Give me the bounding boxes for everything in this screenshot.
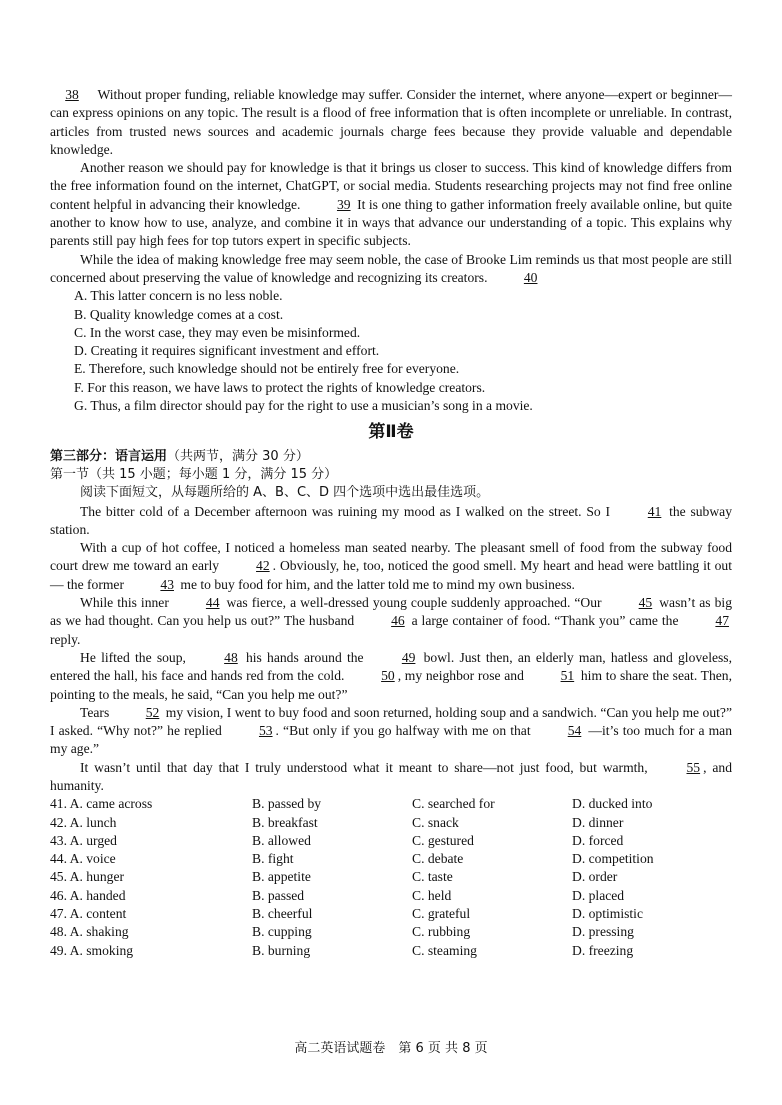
choice-41-b: B. passed by	[252, 796, 322, 812]
choice-48-b: B. cupping	[252, 924, 312, 940]
option-a: A. This latter concern is no less noble.	[74, 288, 283, 304]
passage1-options	[50, 287, 732, 415]
blank-39: 39	[336, 196, 351, 212]
blank-50: 50	[381, 668, 395, 684]
blank-52: 52	[145, 704, 160, 720]
part3-subheading: 第一节（共 15 小题；每小题 1 分，满分 15 分）	[50, 466, 338, 482]
blank-41: 41	[647, 503, 662, 519]
blank-46: 46	[391, 613, 405, 629]
choice-46-c: C. held	[412, 887, 452, 903]
blank-53: 53	[258, 723, 273, 739]
option-c: C. In the worst case, they may even be misinformed.	[74, 324, 361, 340]
option-d: D. Creating it requires significant investment and effort.	[74, 343, 380, 359]
choice-45-a: 45. A. hunger	[50, 869, 125, 885]
choice-46-d: D. placed	[572, 887, 625, 903]
passage1-paragraph-2: Another reason we should pay for knowledge is that it brings us closer to success. This kind of knowledge differs from the free information found on the internet, ChatGPT, or social media. Students researching projects may not find free online content helpful in advancing their knowledge. 39 It is one thing to gather information freely available online, but quite another to know how to use, analyze, and combine it in ways that advance our understanding of a topic. This explains why parents still pay high fees for top tutors expert in specific subjects.	[50, 160, 733, 249]
blank-45: 45	[638, 595, 653, 611]
blank-48: 48	[224, 649, 238, 665]
cloze-paragraph-4: He lifted the soup, 48 his hands around the 49 bowl. Just then, an elderly man, hatless and gloveless, entered the hall, his face and hands red from the cold. 50 , my neighbor rose and 51 him to share the seat. Then, pointing to the meals, he said, “Can you help me out?”	[50, 649, 732, 702]
passage1-paragraph-1: 38 Without proper funding, reliable knowledge may suffer. Consider the internet, where anyone—expert or beginner—can express opinions on any topic. The result is a flood of free information that is often incomplete or unreliable. In contrast, articles from trusted news sources and academic journals charge fees because they provide valuable and dependable knowledge.	[50, 87, 732, 157]
choice-42-c: C. snack	[412, 814, 459, 830]
choice-47-c: C. grateful	[412, 906, 471, 922]
choice-45-b: B. appetite	[252, 869, 311, 885]
choice-41-d: D. ducked into	[572, 796, 653, 812]
cloze-paragraph-2: With a cup of hot coffee, I noticed a homeless man seated nearby. The pleasant smell of food from the subway food court drew me toward an early 42 . Obviously, he, too, noticed the good smell. My heart and head were battling it out— the former 43 me to buy food for him, and the latter told me to mind my own business.	[50, 539, 732, 594]
choice-49-c: C. steaming	[412, 942, 477, 958]
cloze-paragraph-1: The bitter cold of a December afternoon was ruining my mood as I walked on the street. So I 41 the subway station.	[50, 503, 733, 537]
choice-49-d: D. freezing	[572, 942, 634, 958]
blank-47: 47	[715, 613, 729, 629]
choice-44-b: B. fight	[252, 851, 294, 867]
blank-38: 38	[65, 87, 79, 102]
choice-44-d: D. competition	[572, 851, 654, 867]
part3-instruction: 阅读下面短文，从每题所给的 A、B、C、D 四个选项中选出最佳选项。	[80, 485, 490, 501]
option-b: B. Quality knowledge comes at a cost.	[74, 306, 284, 322]
passage1-paragraph-3: While the idea of making knowledge free may seem noble, the case of Brooke Lim reminds us that most people are still concerned about preserving the value of knowledge and recognizing its creators. 40	[50, 251, 732, 288]
choice-42-b: B. breakfast	[252, 814, 318, 830]
choice-42-a: 42. A. lunch	[50, 814, 117, 830]
blank-51: 51	[560, 668, 575, 684]
choice-48-a: 48. A. shaking	[50, 924, 129, 940]
choice-47-d: D. optimistic	[572, 906, 643, 922]
choice-41-c: C. searched for	[412, 796, 495, 812]
choice-48-c: C. rubbing	[412, 924, 471, 940]
choice-42-d: D. dinner	[572, 814, 624, 830]
option-g: G. Thus, a film director should pay for the right to use a musician’s song in a movie.	[74, 398, 533, 414]
choice-43-c: C. gestured	[412, 832, 474, 848]
blank-55: 55	[686, 759, 701, 775]
choice-48-d: D. pressing	[572, 924, 634, 940]
blank-40: 40	[523, 269, 538, 285]
blank-43: 43	[160, 576, 174, 592]
choice-43-b: B. allowed	[252, 832, 311, 848]
choice-44-c: C. debate	[412, 851, 464, 867]
choice-43-d: D. forced	[572, 832, 624, 848]
choice-41-a: 41. A. came across	[50, 796, 153, 812]
option-f: F. For this reason, we have laws to protect the rights of knowledge creators.	[74, 379, 486, 395]
choice-49-a: 49. A. smoking	[50, 942, 134, 958]
choice-47-a: 47. A. content	[50, 906, 127, 922]
cloze-choices	[50, 795, 732, 960]
choice-46-b: B. passed	[252, 887, 305, 903]
blank-54: 54	[567, 723, 582, 739]
choice-46-a: 46. A. handed	[50, 887, 126, 903]
cloze-paragraph-6: It wasn’t until that day that I truly understood what it meant to share—not just food, but warmth, 55 , and humanity.	[50, 759, 732, 793]
page-footer: 高二英语试题卷 第 6 页 共 8 页	[294, 1041, 488, 1056]
choice-45-d: D. order	[572, 869, 618, 885]
cloze-paragraph-5: Tears 52 my vision, I went to buy food and soon returned, holding soup and a sandwich. “Can you help me out?” I asked. “Why not?” he replied 53 . “But only if you go halfway with me on that 54 —it’s too much for a man my age.”	[50, 704, 732, 757]
section-title: 第Ⅱ卷	[368, 422, 414, 443]
choice-43-a: 43. A. urged	[50, 832, 117, 848]
blank-49: 49	[401, 649, 416, 665]
blank-44: 44	[205, 595, 220, 611]
choice-44-a: 44. A. voice	[50, 851, 116, 867]
choice-47-b: B. cheerful	[252, 906, 313, 922]
option-e: E. Therefore, such knowledge should not be entirely free for everyone.	[74, 361, 460, 377]
cloze-paragraph-3: While this inner 44 was fierce, a well-dressed young couple suddenly approached. “Our 45 wasn’t as big as we had thought. Can you help us out?” The husband 46 a large container of food. “Thank you” came the 47 reply.	[50, 595, 733, 647]
part3-heading: 第三部分：语言运用（共两节，满分 30 分）	[50, 448, 309, 464]
choice-45-c: C. taste	[412, 869, 453, 885]
exam-page	[50, 86, 732, 960]
blank-42: 42	[256, 558, 270, 574]
choice-49-b: B. burning	[252, 942, 311, 958]
